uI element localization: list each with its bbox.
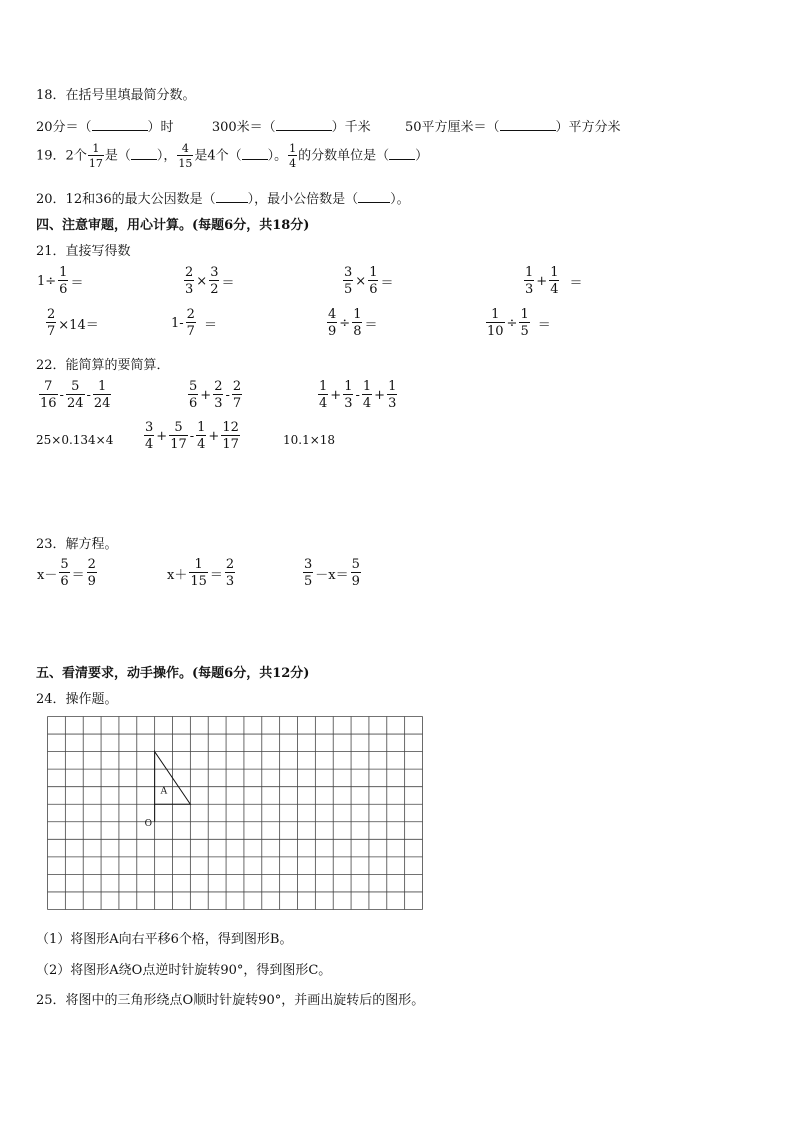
q21-expr-6: 1- $\frac{2}{7}$ ＝: [171, 307, 217, 339]
q18-part1-tail: ）时: [147, 120, 174, 135]
q20-text: 20．12和36的最大公因数是（: [36, 192, 216, 207]
q21-expr-7: $\frac{4}{9}$ ÷ $\frac{1}{8}$ ＝: [328, 307, 378, 339]
q24-task-2: （2）将图形A绕O点逆时针旋转90°，得到图形C。: [36, 963, 332, 978]
q18-part2-tail: ）千米: [331, 120, 371, 135]
q22-expr-6: 10.1×18: [283, 433, 336, 447]
q24-grid-figure: [47, 716, 423, 914]
answer-blank[interactable]: [389, 148, 415, 160]
q21-expr-8: $\frac{1}{10}$ ÷ $\frac{1}{5}$ ＝: [487, 307, 551, 339]
q18-part2-lead: 300米＝（: [211, 120, 276, 135]
q23-title: 23．解方程。: [36, 537, 118, 552]
fraction: $\frac{1}{17}$: [88, 142, 103, 170]
q22-expr-2: $\frac{5}{6}$ + $\frac{2}{3}$ - $\frac{2}{7}$: [189, 379, 242, 411]
q19-text: ），: [156, 148, 177, 164]
origin-label-o: O: [144, 818, 153, 829]
q21-expr-4: $\frac{1}{3}$ + $\frac{1}{4}$ ＝: [525, 265, 583, 297]
q21-expr-3: $\frac{3}{5}$ × $\frac{1}{6}$ ＝: [344, 265, 394, 297]
q22-title: 22．能简算的要简算．: [36, 358, 170, 373]
answer-blank[interactable]: [216, 191, 248, 203]
q19-text: ）: [415, 148, 429, 164]
answer-blank[interactable]: [500, 119, 556, 131]
shape-label-a: A: [160, 786, 168, 797]
q23-equation-3: $\frac{3}{5}$ －x＝ $\frac{5}{9}$: [304, 557, 360, 589]
q21-title: 21．直接写得数: [36, 244, 131, 259]
q18-part1-lead: 20分＝（: [36, 120, 92, 135]
answer-blank[interactable]: [242, 148, 268, 160]
q20-text: ），最小公倍数是（: [247, 192, 359, 207]
q19-text: 的分数单位是（: [298, 148, 390, 164]
q23-equation-2: x＋ $\frac{1}{15}$ ＝ $\frac{2}{3}$: [167, 557, 235, 589]
answer-blank[interactable]: [131, 148, 157, 160]
q19-lead: 19．2个: [36, 148, 87, 164]
fraction: $\frac{4}{15}$: [178, 142, 193, 170]
q24-task-1: （1）将图形A向右平移6个格，得到图形B。: [36, 932, 293, 947]
q25-title: 25．将图中的三角形绕点O顺时针旋转90°，并画出旋转后的图形。: [36, 993, 425, 1008]
q19-row: [36, 143, 428, 169]
q23-equation-1: x－ $\frac{5}{6}$ ＝ $\frac{2}{9}$: [37, 557, 96, 589]
q20-row: [36, 188, 410, 207]
q18-part3-tail: ）平方分米: [555, 120, 621, 135]
q18-title: 18．在括号里填最简分数。: [36, 88, 196, 103]
q19-text: ）。: [267, 148, 288, 164]
answer-blank[interactable]: [92, 119, 148, 131]
q24-title: 24．操作题。: [36, 692, 118, 707]
answer-blank[interactable]: [276, 119, 332, 131]
q18-row: [36, 116, 621, 135]
q18-part3-lead: 50平方厘米＝（: [404, 120, 500, 135]
grid-lines: [48, 717, 423, 910]
q19-text: 是（: [104, 148, 131, 164]
answer-blank[interactable]: [358, 191, 390, 203]
fraction: $\frac{1}{4}$: [289, 142, 297, 170]
q20-text: ）。: [390, 192, 410, 207]
q22-expr-1: $\frac{7}{16}$ - $\frac{5}{24}$ - $\frac{1}{24}$: [40, 379, 111, 411]
section-4-heading: 四、注意审题，用心计算。(每题6分，共18分): [36, 218, 310, 233]
q21-expr-2: $\frac{2}{3}$ × $\frac{3}{2}$ ＝: [185, 265, 235, 297]
q22-expr-4: 25×0.134×4: [36, 433, 114, 447]
q21-expr-5: $\frac{2}{7}$ ×14＝: [47, 307, 99, 339]
grid-diagram: [47, 716, 423, 910]
q22-expr-5: $\frac{3}{4}$ + $\frac{5}{17}$ - $\frac{1}{4}$ + $\frac{12}{17}$: [145, 420, 239, 452]
q21-expr-1: 1÷ $\frac{1}{6}$ ＝: [37, 265, 84, 297]
q22-expr-3: $\frac{1}{4}$ + $\frac{1}{3}$ - $\frac{1}{4}$ + $\frac{1}{3}$: [319, 379, 397, 411]
q19-text: 是4个（: [194, 148, 242, 164]
section-5-heading: 五、看清要求，动手操作。(每题6分，共12分): [36, 666, 310, 681]
